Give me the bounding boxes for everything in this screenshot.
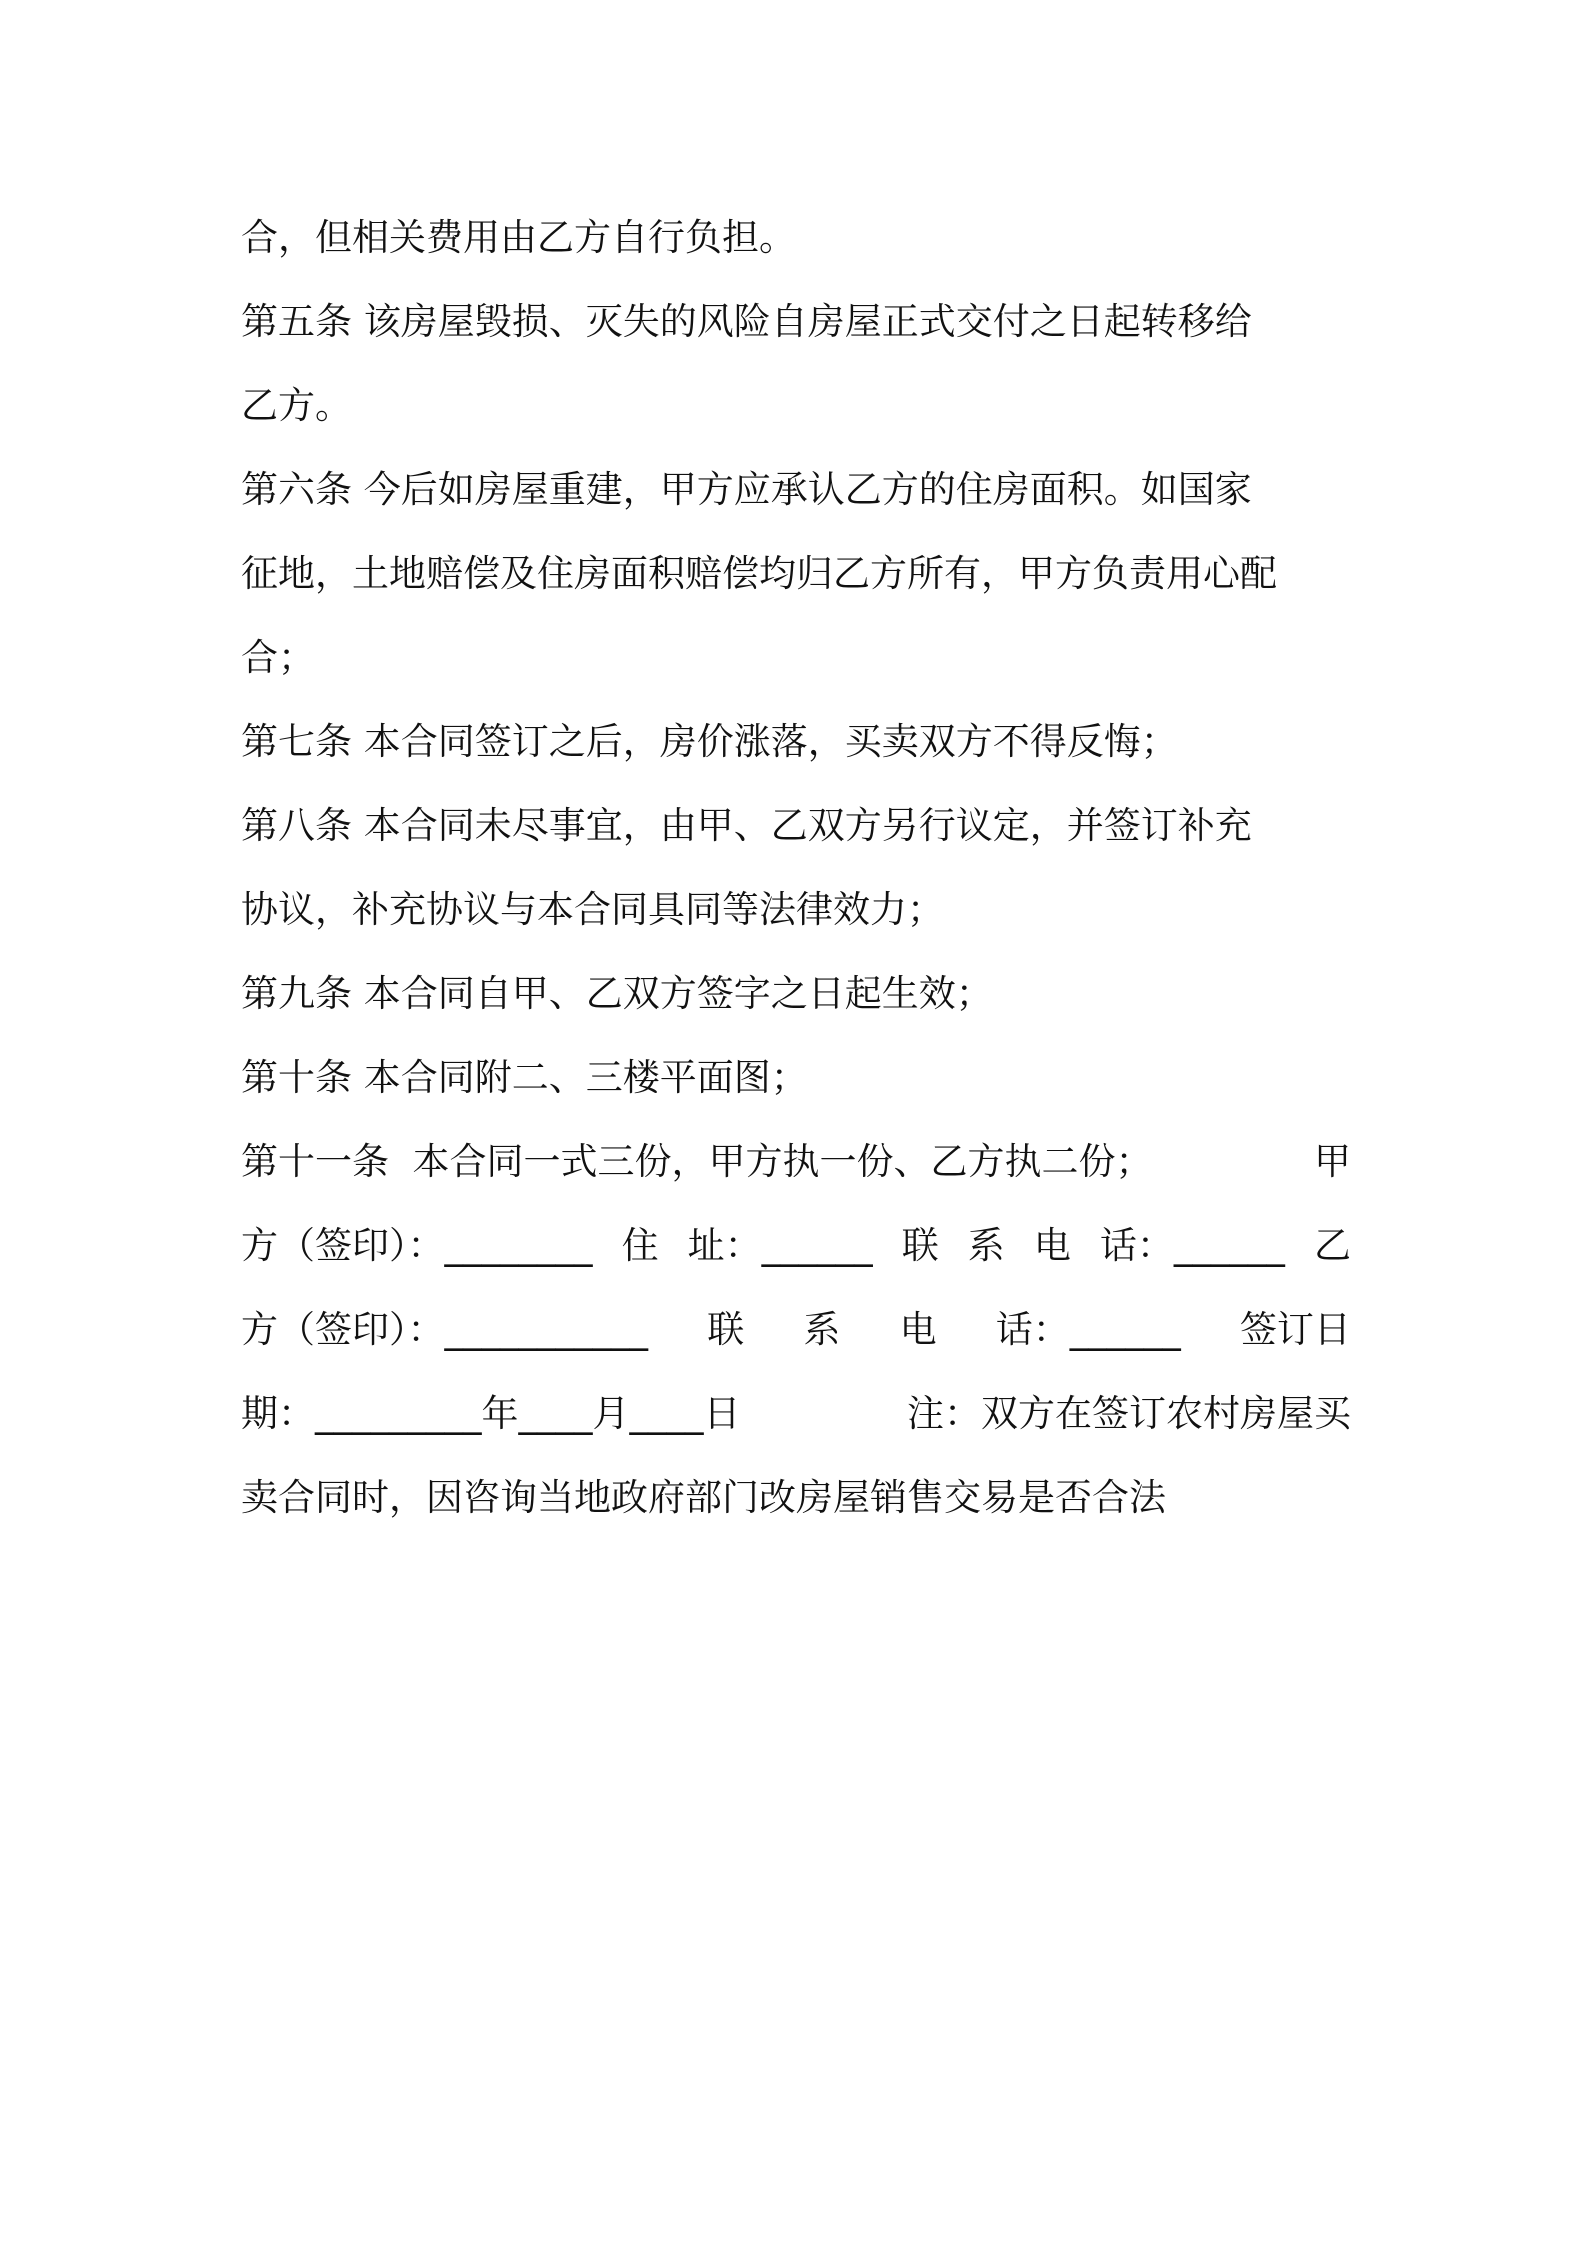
contract-body	[241, 196, 1351, 1540]
party-a-signature-line	[241, 1204, 1351, 1288]
phone-field: 话：______	[1099, 1224, 1285, 1267]
date-field: 期：_________年____月____日	[241, 1392, 741, 1435]
party-b-sign-field: 方（签印）：___________	[241, 1308, 648, 1351]
text-line: 第六条 今后如房屋重建，甲方应承认乙方的住房面积。如国家	[241, 468, 1252, 511]
article-eleven-line	[241, 1120, 1351, 1204]
contact-label-part: 联	[707, 1308, 745, 1351]
address-label-part: 住	[621, 1224, 659, 1267]
note-text-start: 注：双方在签订农村房屋买	[907, 1392, 1351, 1435]
note-text-end: 卖合同时，因咨询当地政府部门改房屋销售交易是否合法	[241, 1476, 1166, 1519]
party-b-signature-line	[241, 1288, 1351, 1372]
text-line: 第十条 本合同附二、三楼平面图；	[241, 1056, 808, 1099]
contact-label-part: 联	[901, 1224, 939, 1267]
text-line: 第五条 该房屋毁损、灭失的风险自房屋正式交付之日起转移给	[241, 300, 1252, 343]
contact-label-part: 系	[967, 1224, 1005, 1267]
text-line: 协议，补充协议与本合同具同等法律效力；	[241, 888, 944, 931]
article-eleven-text: 第十一条 本合同一式三份，甲方执一份、乙方执二份；	[241, 1140, 1153, 1183]
text-line: 第八条 本合同未尽事宜，由甲、乙双方另行议定，并签订补充	[241, 804, 1252, 847]
party-a-label-start: 甲	[1314, 1140, 1351, 1183]
party-b-label-start: 乙	[1313, 1224, 1351, 1267]
address-field: 址：______	[687, 1224, 873, 1267]
text-line: 第七条 本合同签订之后，房价涨落，买卖双方不得反悔；	[241, 720, 1178, 763]
text-line: 第九条 本合同自甲、乙双方签字之日起生效；	[241, 972, 993, 1015]
sign-date-label: 签订日	[1239, 1308, 1351, 1351]
date-line	[241, 1372, 1351, 1456]
text-line: 乙方。	[241, 384, 352, 427]
text-line: 合，但相关费用由乙方自行负担。	[241, 216, 796, 259]
contact-label-part: 电	[899, 1308, 937, 1351]
text-line: 合；	[241, 636, 315, 679]
phone-field: 话：______	[995, 1308, 1181, 1351]
text-line: 征地，土地赔偿及住房面积赔偿均归乙方所有，甲方负责用心配	[241, 552, 1277, 595]
contact-label-part: 系	[803, 1308, 841, 1351]
party-a-sign-field: 方（签印）：________	[241, 1224, 593, 1267]
contact-label-part: 电	[1033, 1224, 1071, 1267]
